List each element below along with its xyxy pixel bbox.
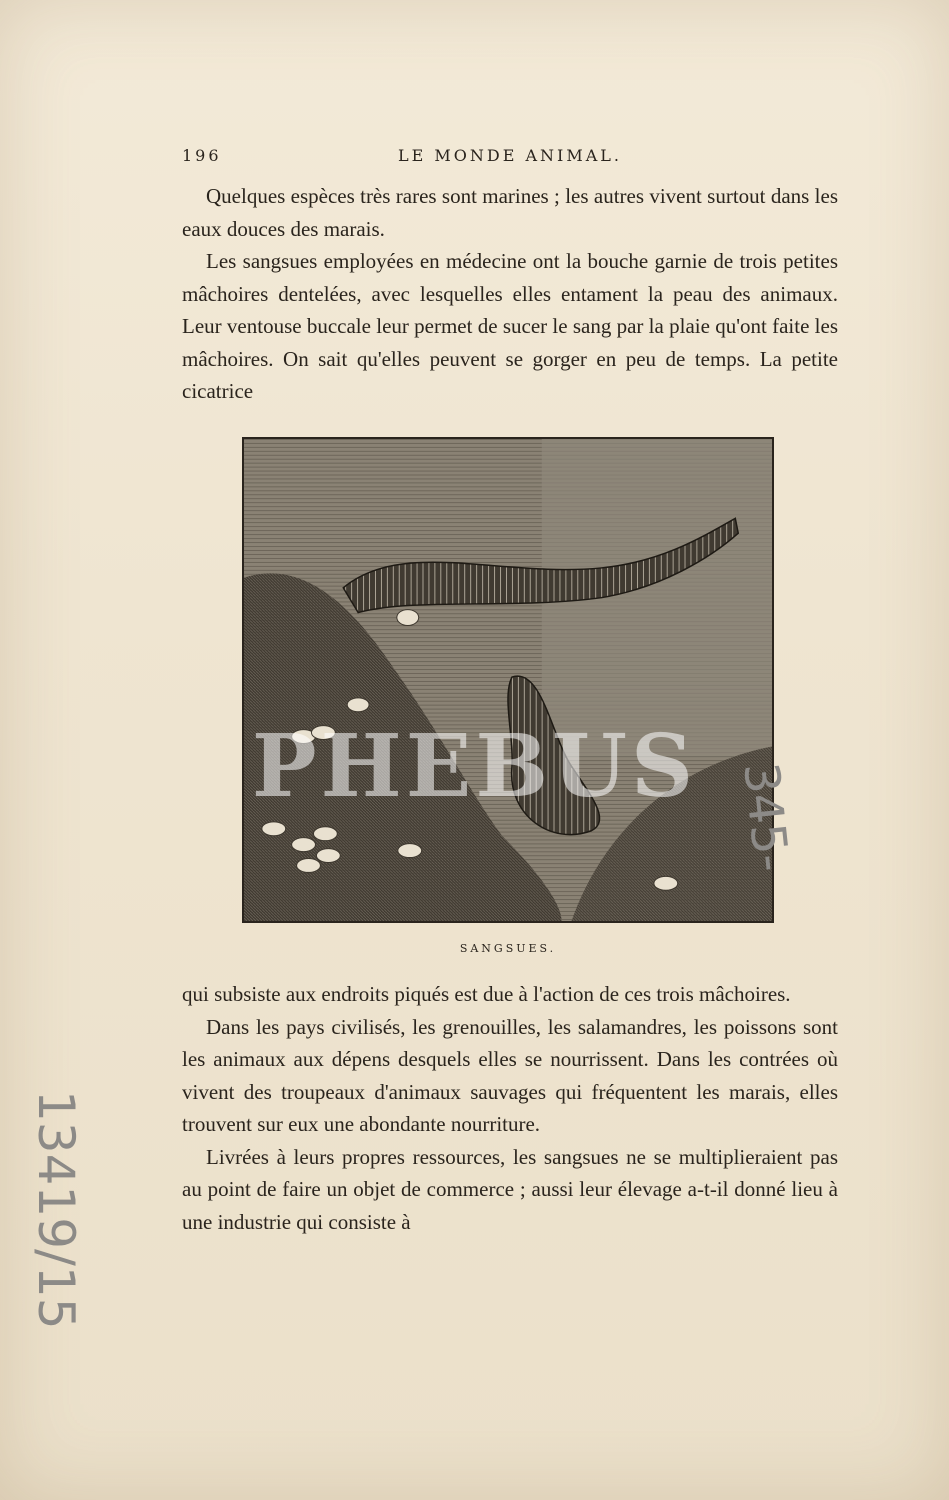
paragraph: Dans les pays civilisés, les grenouilles, les salamandres, les poissons sont les animaux aux dépens desquels elles se nourrissent. Dans les contrées où vivent des troupeaux d'animaux sauvages qui fréquentent les marais, elles trouvent sur eux une abondante nourriture. [182, 1014, 838, 1136]
paragraph: qui subsiste aux endroits piqués est due à l'action de ces trois mâchoires. [182, 982, 791, 1006]
leech-engraving [242, 437, 774, 923]
engraving-illustration [244, 439, 772, 921]
body-text-bottom [182, 978, 838, 1238]
body-text-top [182, 180, 838, 408]
pencil-price-note: 345- [732, 760, 800, 875]
page-number: 196 [182, 146, 222, 165]
page-header [182, 146, 838, 172]
paragraph: Quelques espèces très rares sont marines ; les autres vivent surtout dans les eaux douces des marais. [182, 184, 838, 241]
paragraph: Livrées à leurs propres ressources, les sangsues ne se multiplieraient pas au point de faire un objet de commerce ; aussi leur élevage a-t-il donné lieu à une industrie qui consiste à [182, 1144, 838, 1234]
pencil-reference-note: 13419/15 [27, 1090, 85, 1330]
paragraph: Les sangsues employées en médecine ont la bouche garnie de trois petites mâchoires dentelées, avec lesquelles elles entament la peau des animaux. Leur ventouse buccale leur permet de sucer le sang par la plaie qu'ont faite les mâchoires. On sait qu'elles peuvent se gorger en peu de temps. La petite cicatrice [182, 249, 838, 403]
running-title: LE MONDE ANIMAL. [397, 146, 622, 165]
watermark: PHEBUS [251, 716, 698, 817]
figure-caption: SANGSUES. [459, 942, 557, 955]
